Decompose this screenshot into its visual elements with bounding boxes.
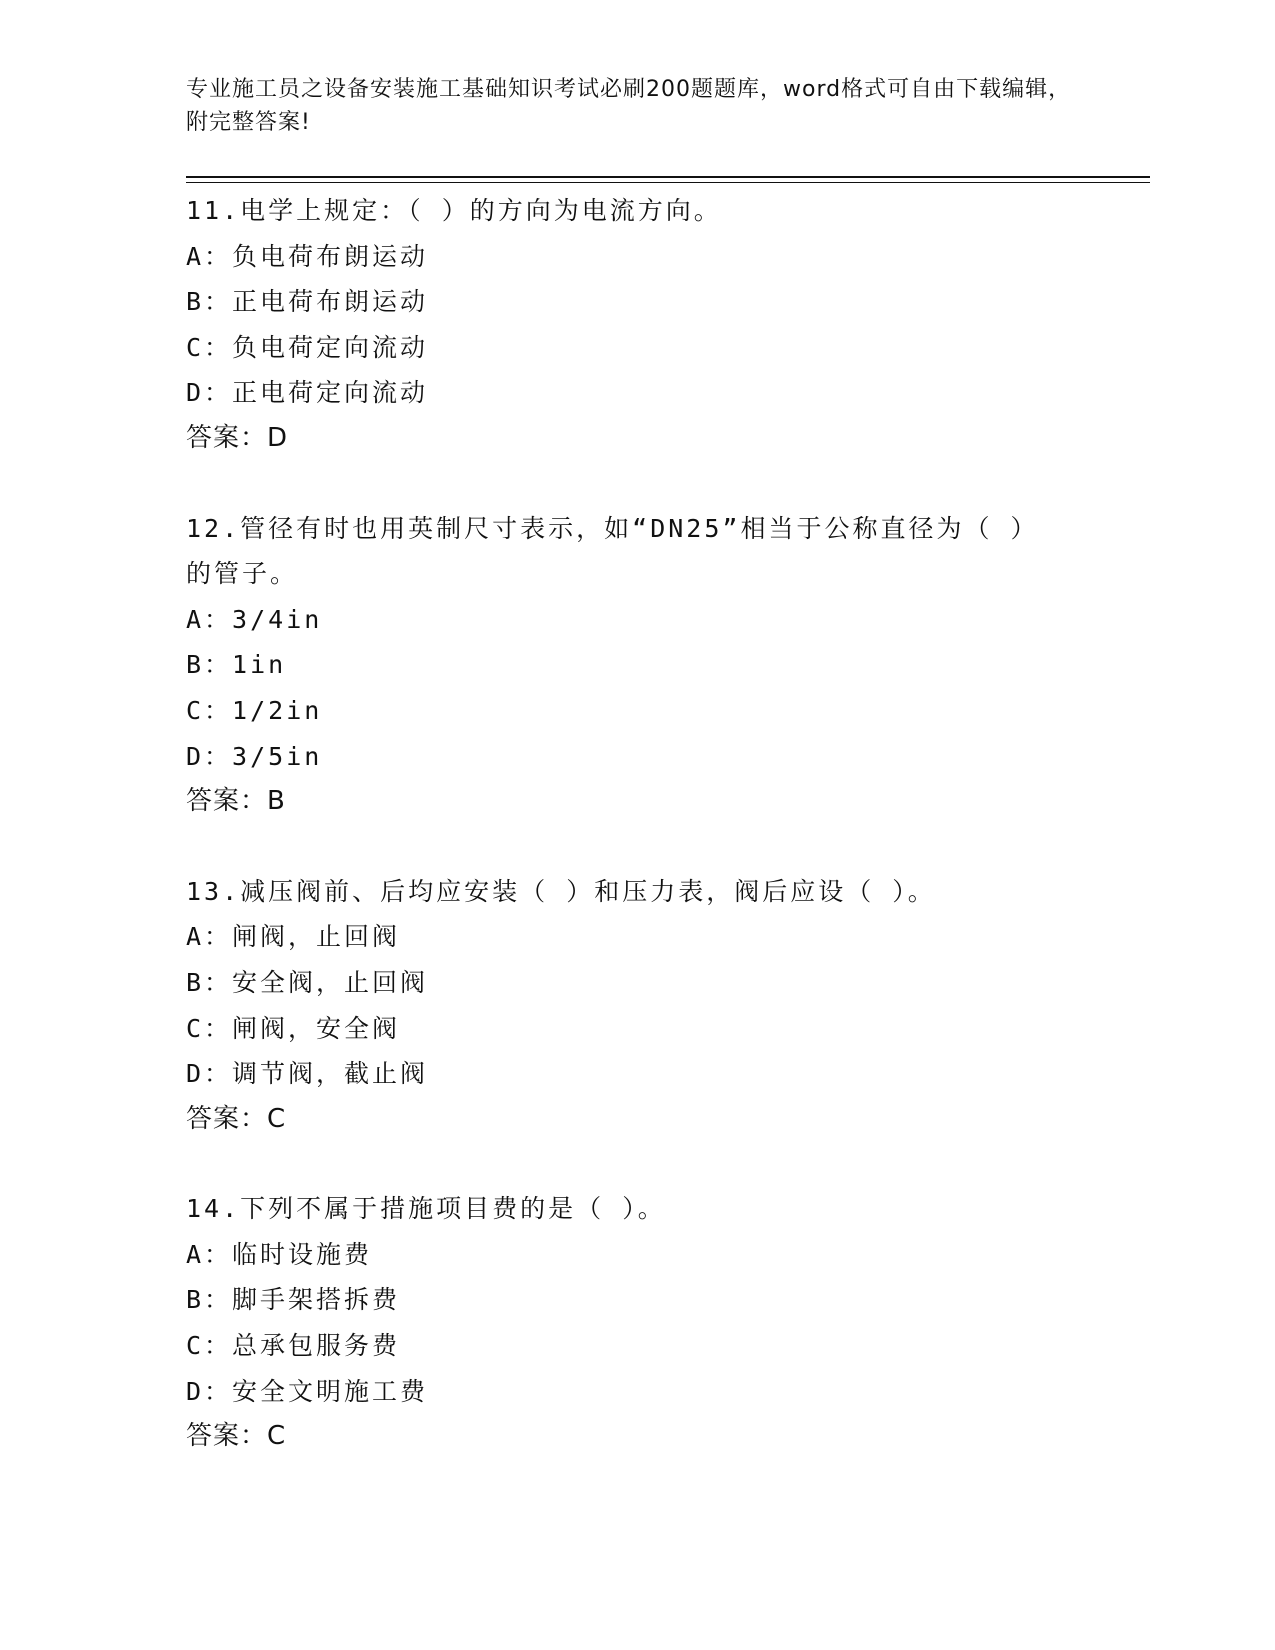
option-b: B：正电荷布朗运动	[186, 287, 429, 317]
option-d: D：调节阀，截止阀	[186, 1059, 429, 1089]
option-c: C：负电荷定向流动	[186, 332, 429, 362]
question-stem: 12.管径有时也用英制尺寸表示，如“DN25”相当于公称直径为（ ）的管子。	[186, 513, 1039, 589]
option-c: C：总承包服务费	[186, 1331, 401, 1361]
question-13	[186, 869, 1066, 1143]
answer-line: 答案：C	[186, 1103, 287, 1134]
option-d: D：安全文明施工费	[186, 1376, 429, 1406]
option-c: C：闸阀，安全阀	[186, 1013, 401, 1043]
option-a: A：3/4in	[186, 604, 323, 634]
question-list	[186, 188, 1066, 1504]
option-c: C：1/2in	[186, 695, 323, 725]
answer-line: 答案：B	[186, 786, 286, 817]
document-header: 专业施工员之设备安装施工基础知识考试必刷200题题库，word格式可自由下载编辑，附完整答案!	[186, 77, 1072, 135]
option-d: D：正电荷定向流动	[186, 378, 429, 408]
option-b: B：1in	[186, 650, 287, 680]
option-d: D：3/5in	[186, 741, 323, 771]
question-stem: 14.下列不属于措施项目费的是（ ）。	[186, 1194, 666, 1224]
option-b: B：安全阀，止回阀	[186, 967, 429, 997]
question-stem: 11.电学上规定：（ ）的方向为电流方向。	[186, 196, 722, 225]
header-divider-thin	[186, 182, 1150, 183]
header-divider-thick	[186, 176, 1150, 178]
question-12	[186, 506, 1066, 825]
answer-line: 答案：C	[186, 1421, 287, 1452]
question-11	[186, 188, 1066, 462]
question-stem: 13.减压阀前、后均应安装（ ）和压力表，阀后应设（ ）。	[186, 876, 936, 906]
question-14	[186, 1186, 1066, 1460]
option-a: A：闸阀，止回阀	[186, 922, 401, 952]
option-b: B：脚手架搭拆费	[186, 1285, 401, 1315]
option-a: A：负电荷布朗运动	[186, 241, 429, 271]
answer-line: 答案：D	[186, 422, 289, 453]
option-a: A：临时设施费	[186, 1239, 373, 1269]
